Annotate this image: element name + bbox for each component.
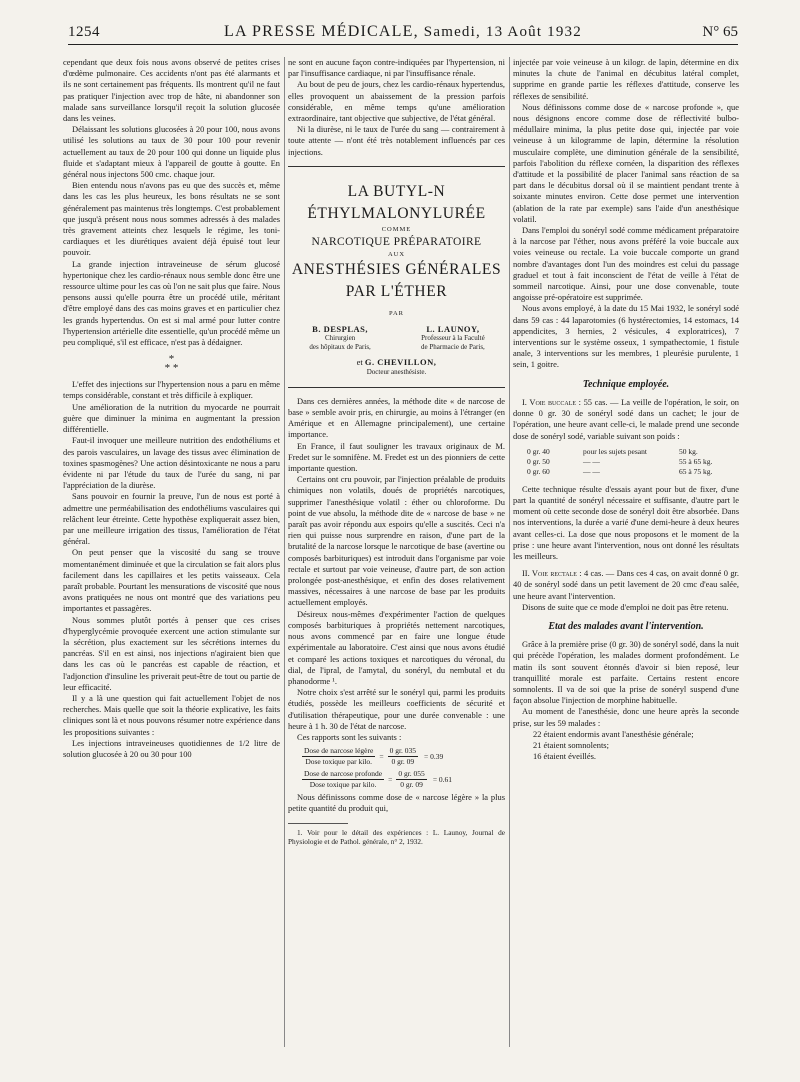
journal-name: LA PRESSE MÉDICALE,	[224, 23, 419, 40]
paragraph: Certains ont cru pouvoir, par l'injection préalable de produits chimiques non volatils, doués de propriétés narcotiques, supprimer l'anesthésique volatil : éther ou chloroforme. Du point de vue absolu, la méthode dite de « narcose de base » ne paraît pas avoir répondu aux espoirs qu'elle a suscités. Ceci n'a rien qui puisse nous surprendre en raison, d'une part de la brutalité de la narcose lorsque le narcotique de base (avertine ou composés barbituriques) est introduit dans l'organisme par voie rectale et surtout par voie veineuse, d'autre part, de son action prolongée post-anesthésique, et enfin des doses relativement massives, nécessaires à une narcose de base par les produits actuellement employés.	[288, 474, 505, 608]
list-item: 21 étaient somnolents;	[533, 739, 609, 750]
paragraph: Bien entendu nous n'avons pas eu que des succès et, même dans les cas les plus heureux, les bons résultats ne se sont généralement pas maintenus très longtemps. C'est probablement que jusqu'à présent nous nous sommes adressés à des malades très gravement atteints chez lesquels le régime, les toni-cardiaques et les diurétiques avaient déjà épuisé tout leur pouvoir.	[63, 180, 280, 258]
author-name: G. CHEVILLON,	[364, 356, 437, 367]
page-number: 1254	[68, 24, 100, 40]
footnote-rule	[288, 823, 348, 824]
paragraph: Les injections intraveineuses quotidiennes de 1/2 litre de solution glucosée à 20 ou 30 pour 100	[63, 737, 280, 759]
footnote: 1. Voir pour le détail des expériences : L. Launoy, Journal de Physiologie et de Pathol. générale, n° 2, 1932.	[288, 827, 505, 847]
paragraph: Au bout de peu de jours, chez les cardio-rénaux hypertendus, elles provoquent un abaissement de la pression parfois considérable, en même temps qu'une amélioration extraordinaire, tant objective que subjective, de l'état général.	[288, 79, 505, 124]
byline-par: PAR	[388, 309, 405, 317]
list-item: 16 étaient éveillés.	[533, 751, 597, 762]
article-title-line: NARCOTIQUE PRÉPARATOIRE	[311, 235, 482, 248]
paragraph: Ni la diurèse, ni le taux de l'urée du sang — contrairement à toute attente — n'ont été très notablement influencés par ces injections.	[288, 124, 505, 157]
paragraph: Il y a là une question qui fait actuellement l'objet de nos recherches. Mais quelle que soit la théorie explicative, les faits cliniques sont là et nous pouvons résumer notre expérience dans les propositions suivantes :	[63, 692, 280, 737]
column-2	[288, 57, 505, 1057]
outcome-list	[533, 729, 739, 763]
paragraph: Nous définissons comme dose de « narcose légère » la plus petite quantité du produit qui,	[288, 792, 505, 814]
author-affiliation: de Pharmacie de Paris,	[421, 342, 485, 351]
paragraph: injectée par voie veineuse à un kilogr. de lapin, détermine en dix minutes la chute de l'animal en décubitus latéral complet, supprime en grande partie les réflexes d'attitude, conserve les réflexes de sensibilité.	[513, 57, 739, 101]
journal-title	[68, 23, 738, 41]
author-block	[288, 324, 392, 352]
running-header	[68, 22, 738, 45]
table-row: 0 gr. 60 — — 65 à 75 kg.	[527, 466, 713, 476]
paragraph: Nous sommes plutôt portés à penser que ces crises d'hyperglycémie provoquée exercent une action stimulante sur la sécrétion, plus exactement sur les sécrétions internes du pancréas. S'il en est ainsi, nos injections n'agiraient bien que dans les cas où le pancréas est capable de réaction, et l'adjonction d'insuline les priverait peut-être de tout ou partie de leur efficacité.	[63, 614, 280, 692]
article-title-connector: AUX	[387, 250, 406, 258]
paragraph: Une amélioration de la nutrition du myocarde ne pourrait guère que diminuer la minima en augmentant la pression différentielle.	[63, 401, 280, 435]
author-list	[288, 324, 505, 352]
paragraph: Au moment de l'anesthésie, donc une heure après la seconde prise, sur les 59 malades :	[513, 706, 739, 728]
paragraph: Dans l'emploi du sonéryl sodé comme médicament préparatoire à la narcose par l'éther, nous avons préféré la voie buccale aux voies veineuse ou rectale. La voie buccale comporte un grand nombre d'avantages dont l'un des moindres est celui du passage graduel et tout à fait inconscient de l'état de veille à l'état de sommeil narcotique. Ainsi, pour une dose convenable, toute angoisse pré-opératoire est supprimée.	[513, 225, 739, 303]
dose-table	[527, 447, 739, 477]
article-title-line: LA BUTYL-N	[347, 182, 446, 200]
author-affiliation: des hôpitaux de Paris,	[309, 342, 371, 351]
subsection-label: I. Voie buccale	[522, 396, 577, 407]
author-block	[401, 324, 505, 352]
list-item: 22 étaient endormis avant l'anesthésie générale;	[533, 728, 694, 739]
issue-number: N° 65	[702, 24, 738, 40]
section-heading: Etat des malades avant l'intervention.	[548, 620, 704, 632]
paragraph: En France, il faut souligner les travaux originaux de M. Fredet sur le somnifène. M. Fredet est un des pionniers de cette importante question.	[288, 440, 505, 474]
author-block: et G. CHEVILLON, Docteur anesthésiste.	[288, 357, 505, 377]
column-3	[513, 57, 739, 1057]
author-affiliation: Docteur anesthésiste.	[366, 367, 427, 376]
paragraph: Sans pouvoir en fournir la preuve, l'un de nous est porté à admettre une perméabilisation des endothéliums vasculaires qui relâchent leur étreinte. Cette hypothèse expliquerait assez bien, par une meilleure irrigation des tissus, l'amélioration de l'état général.	[63, 491, 280, 547]
paragraph: I. Voie buccale : 55 cas. — La veille de l'opération, le soir, on donne 0 gr. 30 de sonéryl sodé dans un cachet; le jour de l'opération, une heure avant celle-ci, le malade prend une seconde dose de sonéryl sodé, variable suivant son poids :	[513, 396, 739, 441]
article-title-line: ANESTHÉSIES GÉNÉRALES	[291, 260, 502, 278]
paragraph: cependant que deux fois nous avons observé de petites crises d'œdème pulmonaire. Ces accidents n'ont pas été alarmants et ils ne sont certainement pas fréquents. Ils montrent qu'il ne faut pas pratiquer l'injection avec trop de hâte, ni abandonner son malade sans surveillance lorsqu'il reçoit la solution glucosée dans les veines.	[63, 57, 280, 124]
paragraph: Faut-il invoquer une meilleure nutrition des endothéliums et des parois vasculaires, un lavage des tissus avec élimination de toxines spasmogènes? Une action désintoxicante ne nous a paru évidente ni par l'étude du taux de l'urée du sang, ni par l'appréciation de la diurèse.	[63, 435, 280, 491]
paragraph: Nous définissons comme dose de « narcose profonde », que nous désignons encore comme dose de réflectivité bulbo-médullaire minima, la plus petite dose qui, injectée par voie veineuse à un kilogramme de lapin, détermine la résolution musculaire complète, une diminution générale de la sensibilité, parfois l'abolition du réflexe cornéen, la disparition des réflexes d'attitude et la possibilité de placer l'animal sans réaction de sa part dans le décubitus dorsal où il se maintient pendant trente à soixante minutes environ. Cette dose permet une intervention (ablation de la rate par exemple) sans l'aide d'un anesthésique volatil.	[513, 101, 739, 224]
paragraph: Notre choix s'est arrêté sur le sonéryl qui, parmi les produits étudiés, possède les meilleurs coefficients de sécurité et d'utilisation thérapeutique, pour une durée convenable : une heure à 1 h. 30 de l'état de narcose.	[288, 687, 505, 731]
paragraph: Disons de suite que ce mode d'emploi ne doit pas être retenu.	[522, 601, 729, 612]
author-affiliation: Chirurgien	[324, 333, 356, 342]
ratio-formula: $\frac{\text{Dose de narcose légère}}{\text{Dose toxique par kilo.}}$ = $\frac{0 gr. 035}{0 gr. 09}$ = 0.39	[304, 746, 444, 766]
subsection-label: II. Voie rectale	[522, 568, 577, 579]
paragraph: ne sont en aucune façon contre-indiquées par l'hypertension, ni par l'insuffisance cardiaque, ni par l'insuffisance rénale.	[288, 57, 505, 79]
article-title-line: PAR L'ÉTHER	[345, 282, 448, 300]
article-title-line: ÉTHYLMALONYLURÉE	[307, 204, 486, 222]
column-rule-1	[284, 57, 285, 1047]
column-1	[63, 57, 280, 1057]
paragraph: Grâce à la première prise (0 gr. 30) de sonéryl sodé, dans la nuit qui précède l'opération, les malades dorment profondément. Le matin ils sont souvent étonnés d'avoir si bien reposé, leur tranquillité morale est parfaite. Certains restent encore somnolents. Il va de soi que la prise de sonéryl suspend d'une façon absolue l'injection de morphine habituelle.	[513, 639, 739, 706]
issue-date: Samedi, 13 Août 1932	[423, 24, 582, 40]
paragraph: Désireux nous-mêmes d'expérimenter l'action de quelques composés barbituriques à propriétés nettement narcotiques, nous avons commencé par en faire une longue étude expérimentale au laboratoire. C'est ainsi que nous avons étudié et comparé les actions toxiques et narcotiques du véronal, du dial, de l'ipral, de l'amytal, du sonéryl, du nembutal et du phanodorme ¹.	[288, 608, 505, 686]
author-affiliation: Professeur à la Faculté	[421, 333, 485, 342]
article-title-connector: COMME	[381, 225, 412, 233]
paragraph: Ces rapports sont les suivants :	[297, 731, 402, 742]
paragraph: On peut penser que la viscosité du sang se trouve momentanément diminuée et que la circulation se fait alors plus facilement dans les capillaires et les petits vaisseaux. Cela paraît probable. Pourtant les mensurations de viscosité que nous avons pratiquées ne nous ont montré que des variations peu importantes et passagères.	[63, 547, 280, 614]
paragraph: Nous avons employé, à la date du 15 Mai 1932, le sonéryl sodé dans 59 cas : 44 laparotomies (6 hystérectomies, 14 estomacs, 14 appendicites, 3 hernies, 2 vésicules, 4 exploratrices), 7 interventions sur le système osseux, 1 sympathectomie, 1 fistule anale, 3 interventions sur les membres, 1 pleurésie purulente, 1 sein, 1 goitre.	[513, 303, 739, 370]
section-heading: Technique employée.	[582, 378, 670, 390]
paragraph: La grande injection intraveineuse de sérum glucosé hypertonique chez les cardio-rénaux nous semble donc être une ressource ultime pour les cas où l'on ne sait plus que faire. Nous pensons aussi qu'elle pourra être un procédé utile, méritant d'être employé dans des cas moins graves et en particulier chez les grands hypertendus. On est si mal armé pour lutter contre l'hypertension artérielle dite essentielle, qu'un procédé même un peu compliqué, s'il est efficace, n'est pas à dédaigner.	[63, 258, 280, 348]
section-separator: * * *	[164, 353, 179, 375]
ratio-formula: $\frac{\text{Dose de narcose profonde}}{\text{Dose toxique par kilo.}}$ = $\frac{0 gr. 055}{0 gr. 09}$ = 0.61	[304, 769, 453, 789]
paragraph: Dans ces dernières années, la méthode dite « de narcose de base » semble avoir pris, en chirurgie, au moins à l'étranger (en Amérique et en Allemagne principalement), une certaine importance.	[288, 395, 505, 440]
paragraph: II. Voie rectale : 4 cas. — Dans ces 4 cas, on avait donné 0 gr. 40 de sonéryl sodé dans un petit lavement de 20 cmc d'eau salée, une heure avant l'intervention.	[513, 568, 739, 601]
paragraph: L'effet des injections sur l'hypertension nous a paru en même temps considérable, constant et très difficile à expliquer.	[63, 379, 280, 401]
author-name: L. LAUNOY,	[426, 323, 480, 334]
table-row: 0 gr. 50 — — 55 à 65 kg.	[527, 456, 713, 466]
table-row: 0 gr. 40 pour les sujets pesant 50 kg.	[527, 446, 698, 456]
article-title-block	[288, 166, 505, 388]
paragraph: Délaissant les solutions glucosées à 20 pour 100, nous avons utilisé les solutions au taux de 30 pour 100 pour revenir actuellement au taux de 20 pour 100 qui donne un liquide plus fluide et s'adaptant mieux à l'appareil de goutte à goutte. En général nous injectons 500 cmc. chaque jour.	[63, 124, 280, 180]
author-name: B. DESPLAS,	[312, 323, 368, 334]
column-rule-2	[509, 57, 510, 1047]
paragraph: Cette technique résulte d'essais ayant pour but de fixer, d'une part la quantité de sonéryl nécessaire et suffisante, d'autre part le moment où cette seconde dose de sonéryl doit être absorbée. Dans nos interventions, la durée a varié d'une demi-heure à deux heures avant celles-ci. La dose que nous proposons et le moment de la prise : une heure avant l'intervention, nous ont donné les résultats les meilleurs.	[513, 483, 739, 561]
